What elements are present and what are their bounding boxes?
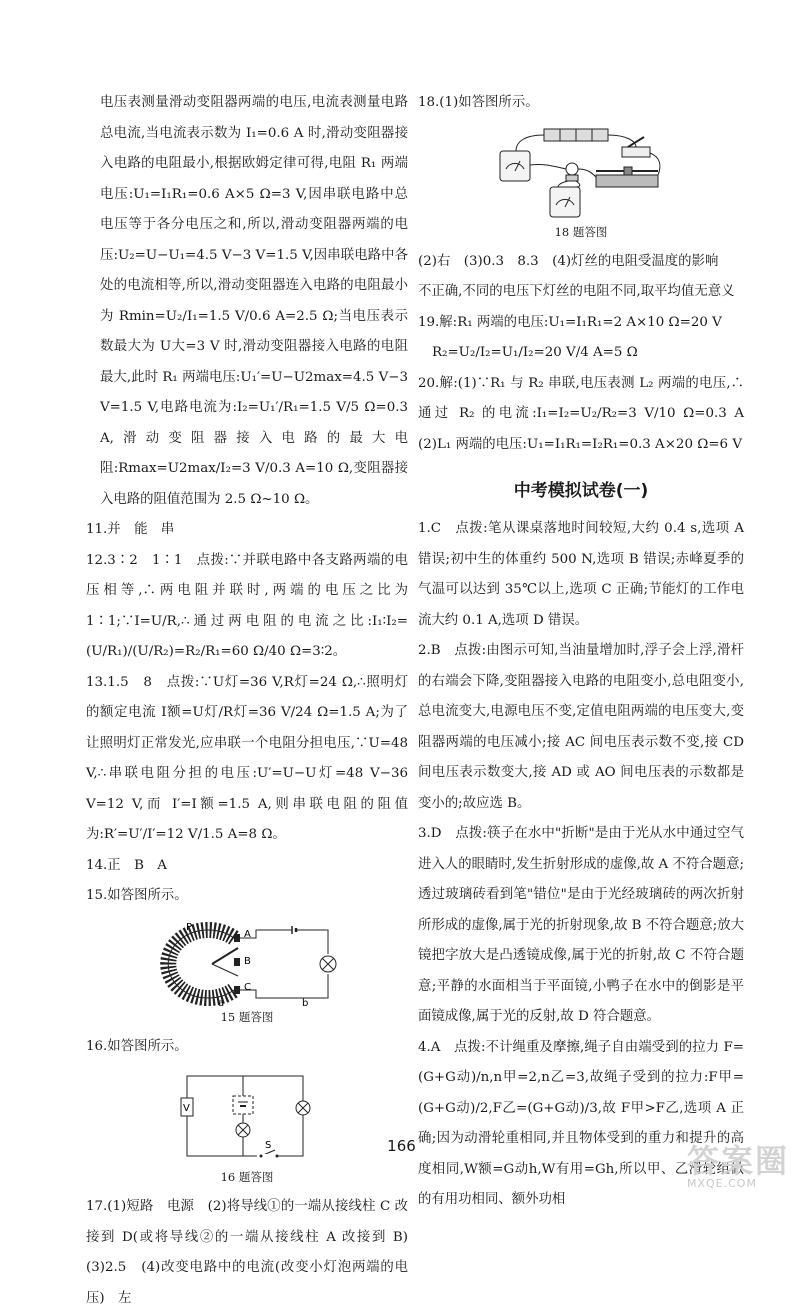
figure-18 xyxy=(418,125,744,221)
watermark-logo xyxy=(686,1142,789,1190)
answer-16: 16.如答图所示。 xyxy=(86,1038,188,1054)
mock-answer-4: 4.A 点拨:不计绳重及摩擦,绳子自由端受到的拉力 F=(G+G动)/n,n甲=2,n乙=3,故绳子受到的拉力:F甲=(G+G动)/2,F乙=(G+G动)/3,故 F甲>F乙,选项 A 正确;因为动滑轮重相同,并且物体受到的重力和提升的高度相同,W额=G动h,W有用=Gh,所以甲、乙滑轮组做的有用功相同、额外功相 xyxy=(418,1039,744,1207)
switch-label: S xyxy=(265,1140,272,1151)
mock-answer-2: 2.B 点拨:由图示可知,当油量增加时,浮子会上浮,滑杆的右端会下降,变阻器接入电路的电阻变小,总电阻变小,总电流变大,电源电压不变,定值电阻两端的电压变大,变阻器两端的电压减小;接 AC 间电压表示数不变,接 CD 间电压表示数变大,接 AD 或 AO 间电压表的示数都是变小的;故应选 B。 xyxy=(418,643,744,811)
answer-18-part2: (2)右 (3)0.3 8.3 (4)灯丝的电阻受温度的影响 xyxy=(418,253,719,269)
mock-answer-1: 1.C 点拨:笔从课桌落地时间较短,大约 0.4 s,选项 A 错误;初中生的体重约 500 N,选项 B 错误;赤峰夏季的气温可以达到 35℃以上,选项 C 正确;节能灯的工作电流大约 0.1 A,选项 D 错误。 xyxy=(418,521,744,628)
page-number: 166 xyxy=(387,1137,416,1155)
rheostat-circuit-diagram xyxy=(152,918,342,1006)
right-column xyxy=(418,88,758,1216)
answer-10-continuation: 电压表测量滑动变阻器两端的电压,电流表测量电路总电流,当电流表示数为 I₁=0.6 A 时,滑动变阻器接入电路的电阻最小,根据欧姆定律可得,电阻 R₁ 两端电压:U₁=I₁R₁=0.6 A×5 Ω=3 V,因串联电路中总电压等于各分电压之和,所以,滑动变阻器两端的电压:U₂=U−U₁=4.5 V−3 V=1.5 V,因串联电路中各处的电流相等,所以,滑动变阻器连入电路的电阻最小为 Rmin=U₂/I₁=1.5 V/0.6 A=2.5 Ω;当电压表示数最大为 U大=3 V 时,滑动变阻器接入电路的电阻最大,此时 R₁ 两端电压:U₁′=U−U2max=4.5 V−3 V=1.5 V,电路电流为:I₂=U₁′/R₁=1.5 V/5 Ω=0.3 A,滑动变阻器接入电路的最大电阻:Rmax=U2max/I₂=3 V/0.3 A=10 Ω,变阻器接入电路的阻值范围为 2.5 Ω~10 Ω。 xyxy=(100,95,408,507)
mock-answer-3: 3.D 点拨:筷子在水中"折断"是由于光从水中通过空气进入人的眼睛时,发生折射形成的虚像,故 A 不符合题意;透过玻璃砖看到笔"错位"是由于光经玻璃砖的两次折射所形成的虚像,属于光的折射现象,故 B 不符合题意;放大镜把字放大是凸透镜成像,属于光的折射,故 C 不符合题意;平静的水面相当于平面镜,小鸭子在水中的倒影是平面镜成像,属于光的反射,故 D 符合题意。 xyxy=(418,826,744,1024)
label-p: P xyxy=(186,921,193,933)
watermark-main: 答案圈 xyxy=(686,1142,789,1180)
watermark-url: MXQE.COM xyxy=(686,1177,757,1190)
section-title: 中考模拟试卷(一) xyxy=(513,481,649,501)
figure-15 xyxy=(86,918,408,1006)
answer-18-part3: 不正确,不同的电压下灯丝的电阻不同,取平均值无意义 xyxy=(418,284,735,299)
label-a-terminal: A xyxy=(244,928,251,940)
answer-11: 11.并 能 串 xyxy=(86,522,175,537)
figure-18-caption: 18 题答图 xyxy=(554,224,608,239)
answer-19: 19.解:R₁ 两端的电压:U₁=I₁R₁=2 A×10 Ω=20 V xyxy=(418,314,722,330)
answer-17: 17.(1)短路 电源 (2)将导线①的一端从接线柱 C 改接到 D(或将导线②的一端从接线柱 A 改接到 B) (3)2.5 (4)改变电路中的电流(改变小灯泡两端的电压) 左 xyxy=(86,1199,422,1306)
voltmeter-label: V xyxy=(183,1103,190,1114)
answer-12: 12.3∶2 1∶1 点拨:∵并联电路中各支路两端的电压相等,∴两电阻并联时,两端的电压之比为 1∶1;∵I=U/R,∴通过两电阻的电流之比:I₁∶I₂=(U/R₁)/(U/R₂)=R₂/R₁=60 Ω/40 Ω=3∶2。 xyxy=(86,552,408,659)
label-a-sub: a xyxy=(218,997,225,1006)
figure-15-caption: 15 题答图 xyxy=(220,1009,274,1024)
answer-19-line2: R₂=U₂/I₂=U₁/I₂=20 V/4 A=5 Ω xyxy=(432,345,638,360)
left-column xyxy=(86,88,422,1314)
answer-13: 13.1.5 8 点拨:∵U灯=36 V,R灯=24 Ω,∴照明灯的额定电流 I额=U灯/R灯=36 V/24 Ω=1.5 A;为了让照明灯正常发光,应串联一个电阻分担电压,∵U=48 V,∴串联电阻分担的电压:U′=U−U灯=48 V−36 V=12 V,而 I′=I额=1.5 A,则串联电阻的阻值为:R′=U′/I′=12 V/1.5 A=8 Ω。 xyxy=(86,674,408,842)
answer-14: 14.正 B A xyxy=(86,857,167,873)
answer-20: 20.解:(1)∵R₁ 与 R₂ 串联,电压表测 L₂ 两端的电压,∴通过 R₂ 的电流:I₁=I₂=U₂/R₂=3 V/10 Ω=0.3 A (2)L₁ 两端的电压:U₁=I₁R₁=I₂R₁=0.3 A×20 Ω=6 V xyxy=(418,375,758,452)
label-b-sub: b xyxy=(302,997,309,1006)
experiment-apparatus-diagram xyxy=(496,125,666,221)
figure-16-caption: 16 题答图 xyxy=(220,1170,274,1184)
answer-15: 15.如答图所示。 xyxy=(86,888,188,903)
answer-18: 18.(1)如答图所示。 xyxy=(418,95,539,110)
label-b-terminal: B xyxy=(244,955,251,967)
label-c-terminal: C xyxy=(244,981,251,993)
